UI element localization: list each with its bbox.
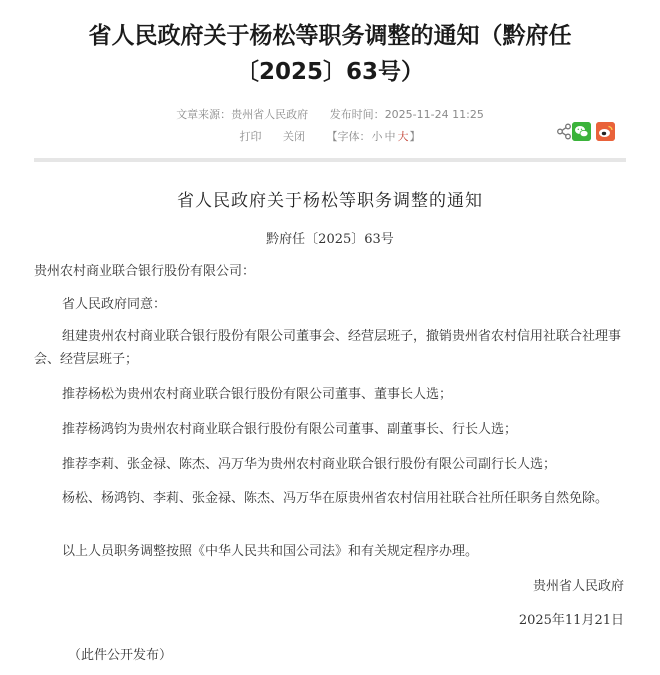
page-title — [0, 18, 660, 90]
font-size-control — [327, 130, 421, 143]
font-size-suffix: 】 — [409, 130, 421, 143]
font-size-prefix: 【字体： — [326, 130, 371, 143]
source-value: 贵州省人民政府 — [231, 108, 309, 121]
body-paragraph: 省人民政府同意： — [62, 297, 167, 312]
signature-date: 2025年11月21日 — [518, 613, 624, 628]
body-paragraph: 推荐李莉、张金禄、陈杰、冯万华为贵州农村商业联合银行股份有限公司副行长人选； — [62, 457, 557, 472]
document-title: 省人民政府关于杨松等职务调整的通知 — [177, 191, 483, 211]
body-paragraph: 以上人员职务调整按照《中华人民共和国公司法》和有关规定程序办理。 — [62, 544, 479, 559]
page-title-line-1: 省人民政府关于杨松等职务调整的通知（黔府任 — [88, 23, 572, 49]
header-divider — [34, 158, 626, 162]
date-value: 2025-11-24 11:25 — [384, 108, 484, 121]
date-label: 发布时间： — [329, 108, 385, 121]
font-size-medium[interactable]: 中 — [384, 130, 396, 143]
print-link[interactable]: 打印 — [239, 130, 262, 143]
body-paragraph: 推荐杨鸿钧为贵州农村商业联合银行股份有限公司董事、副董事长、行长人选； — [62, 422, 518, 437]
article-meta — [0, 108, 660, 122]
page-title-line-2: 〔2025〕63号） — [235, 59, 425, 85]
close-link[interactable]: 关闭 — [283, 130, 305, 143]
source-info — [176, 108, 308, 121]
body-paragraph: 推荐杨松为贵州农村商业联合银行股份有限公司董事、董事长人选； — [62, 387, 453, 402]
publication-note: （此件公开发布） — [68, 648, 173, 663]
weibo-icon[interactable] — [596, 122, 615, 141]
font-size-large[interactable]: 大 — [397, 130, 409, 143]
source-label: 文章来源： — [176, 108, 232, 121]
publish-info — [330, 108, 484, 121]
body-paragraph: 组建贵州农村商业联合银行股份有限公司董事会、经营层班子，撤销贵州省农村信用社联合社理事会、经营层班子； — [34, 329, 622, 367]
share-bar — [555, 122, 625, 142]
signature-organization: 贵州省人民政府 — [532, 579, 624, 594]
body-paragraph: 杨松、杨鸿钧、李莉、张金禄、陈杰、冯万华在原贵州省农村信用社联合社所任职务自然免除。 — [62, 491, 609, 506]
font-size-small[interactable]: 小 — [371, 130, 383, 143]
addressee: 贵州农村商业联合银行股份有限公司： — [34, 264, 256, 279]
wechat-icon[interactable] — [572, 122, 591, 141]
document-number: 黔府任〔2025〕63号 — [266, 232, 394, 247]
